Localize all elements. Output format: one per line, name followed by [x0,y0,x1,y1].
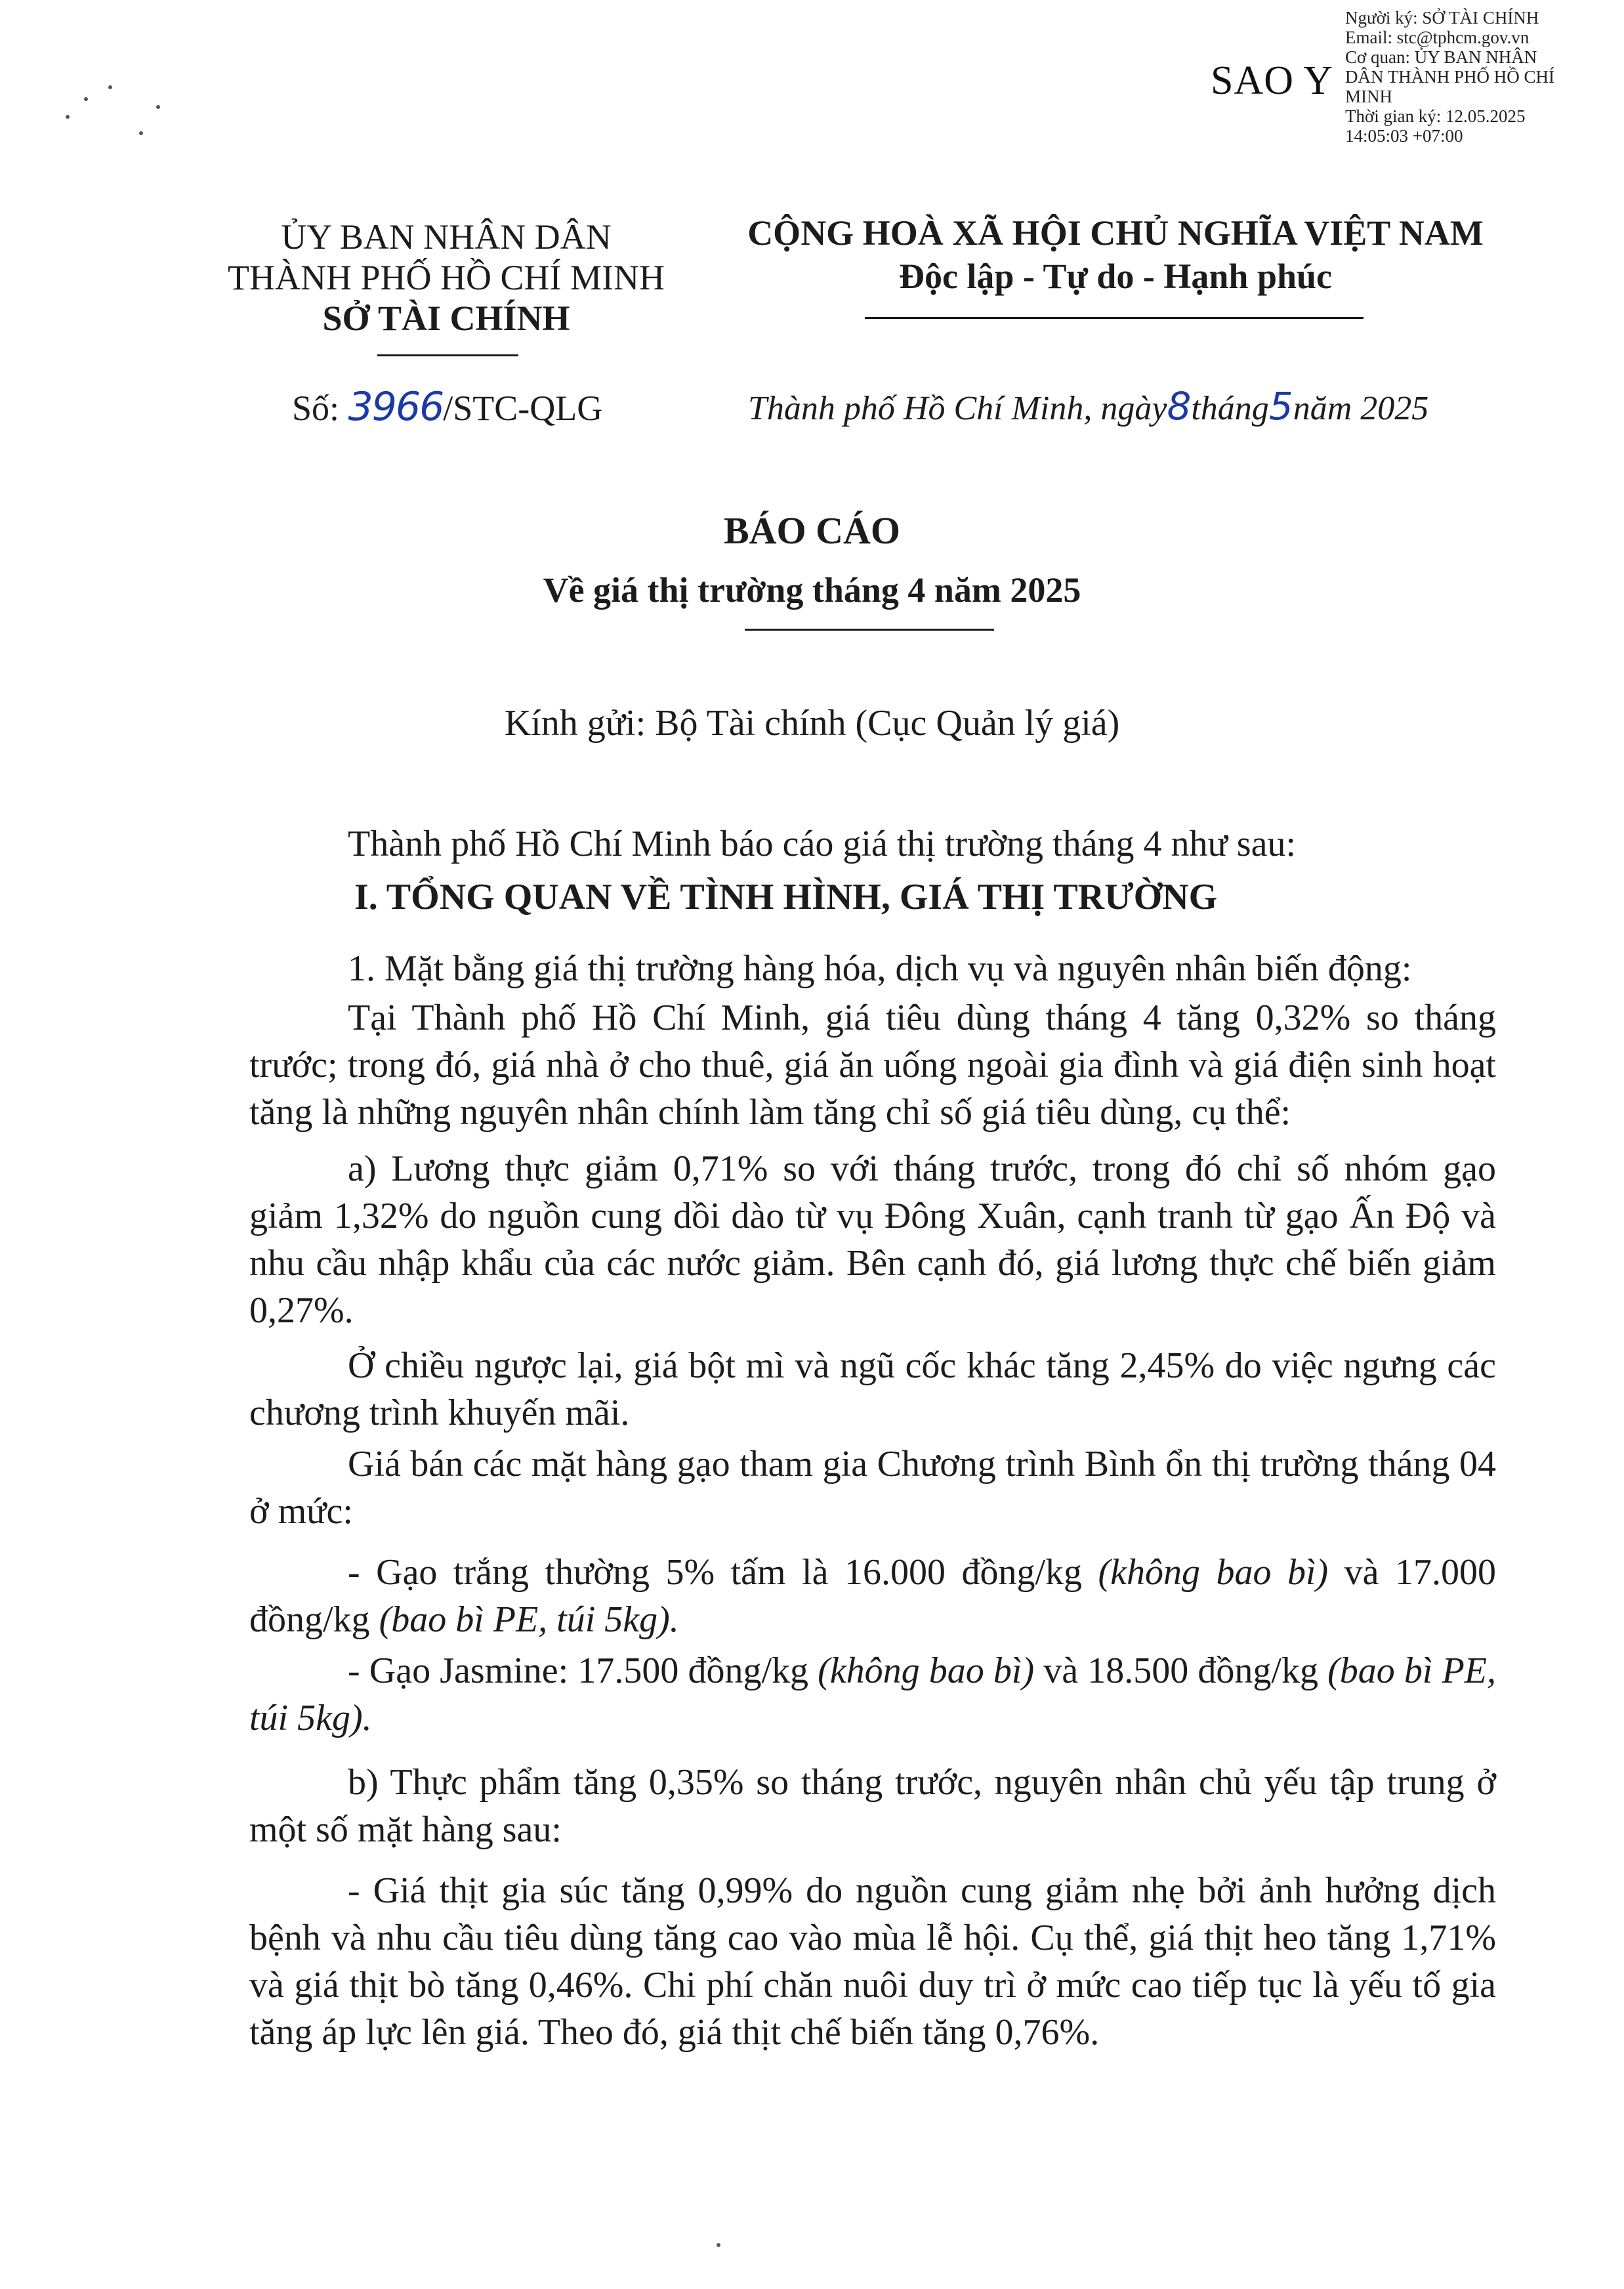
copy-stamp: SAO Y [1211,58,1334,103]
date-mid: tháng [1191,390,1269,427]
paragraph-livestock-meat: - Giá thịt gia súc tăng 0,99% do nguồn cung giảm nhẹ bởi ảnh hưởng dịch bệnh và nhu cầu tiêu dùng tăng cao vào mùa lễ hội. Cụ thể, giá thịt heo tăng 1,71% và giá thịt bò tăng 0,46%. Chi phí chăn nuôi duy trì ở mức cao tiếp tục là yếu tố gia tăng áp lực lên giá. Theo đó, giá thịt chế biến tăng 0,76%. [249,1870,1496,2053]
rice-jasmine-packaging-1: (không bao bì) [818,1650,1035,1691]
motto: Độc lập - Tự do - Hạnh phúc [898,257,1333,296]
agency-line-2: THÀNH PHỐ HỒ CHÍ MINH [228,258,665,297]
sign-time-line: Thời gian ký: 12.05.2025 [1345,106,1526,126]
motto-underline [865,317,1364,319]
doc-number-suffix: /STC-QLG [443,388,603,428]
sign-time-line: 14:05:03 +07:00 [1345,126,1463,146]
recipient-line: Kính gửi: Bộ Tài chính (Cục Quản lý giá) [504,703,1120,744]
rice-white-price-2: và 17.000 đồng/kg [249,1552,1496,1640]
rice-jasmine-price: - Gạo Jasmine: 17.500 đồng/kg [348,1650,818,1691]
date-suffix: năm 2025 [1293,390,1429,427]
paragraph-flour: Ở chiều ngược lại, giá bột mì và ngũ cốc khác tăng 2,45% do việc ngưng các chương trình khuyến mãi. [249,1345,1496,1433]
agency-line: DÂN THÀNH PHỐ HỒ CHÍ [1345,67,1555,87]
date-month-handwritten: 5 [1268,384,1293,429]
scan-speck [139,131,143,135]
rice-white-price: - Gạo trắng thường 5% tấm là 16.000 đồng/kg [348,1552,1098,1593]
scan-speck [108,85,112,89]
intro-paragraph: Thành phố Hồ Chí Minh báo cáo giá thị trường tháng 4 như sau: [348,824,1297,864]
agency-line: MINH [1345,87,1392,106]
rice-price-white [249,1549,1496,1643]
date-day-handwritten: 8 [1167,384,1192,429]
paragraph-overview: Tại Thành phố Hồ Chí Minh, giá tiêu dùng tháng 4 tăng 0,32% so tháng trước; trong đó, giá nhà ở cho thuê, giá ăn uống ngoài gia đình và giá điện sinh hoạt tăng là những nguyên nhân chính làm tăng chỉ số giá tiêu dùng, cụ thể: [249,998,1496,1133]
agency-line-1: ỦY BAN NHÂN DÂN [281,217,612,257]
rice-price-jasmine [249,1647,1496,1742]
section-heading: I. TỔNG QUAN VỀ TÌNH HÌNH, GIÁ THỊ TRƯỜNG [354,877,1218,917]
agency-line: Cơ quan: ỦY BAN NHÂN [1345,47,1537,67]
scan-speck [66,115,70,119]
digital-signature-info [1345,8,1608,146]
agency-underline [377,354,518,356]
date-prefix: Thành phố Hồ Chí Minh, ngày [748,390,1167,427]
paragraph-foodstuff: b) Thực phẩm tăng 0,35% so tháng trước, nguyên nhân chủ yếu tập trung ở một số mặt hàng sau: [249,1762,1496,1850]
rice-jasmine-packaging-2: (bao bì PE, túi 5kg). [249,1650,1496,1738]
document-number [292,384,602,430]
date-line [748,384,1428,429]
document-subtitle: Về giá thị trường tháng 4 năm 2025 [543,570,1081,610]
item-heading: 1. Mặt bằng giá thị trường hàng hóa, dịch vụ và nguyên nhân biến động: [348,948,1412,989]
rice-white-packaging-1: (không bao bì) [1098,1552,1329,1593]
scan-speck [717,2243,720,2247]
paragraph-rice-program: Giá bán các mặt hàng gạo tham gia Chương trình Bình ổn thị trường tháng 04 ở mức: [249,1444,1496,1532]
email-line: Email: stc@tphcm.gov.vn [1345,28,1530,47]
doc-number-handwritten: 3966 [348,384,444,430]
scan-speck [84,97,88,101]
rice-jasmine-price-2: và 18.500 đồng/kg [1034,1650,1328,1691]
country-name: CỘNG HOÀ XÃ HỘI CHỦ NGHĨA VIỆT NAM [747,213,1484,253]
signer-line: Người ký: SỞ TÀI CHÍNH [1345,8,1539,28]
subtitle-underline [745,629,994,631]
agency-line-3: SỞ TÀI CHÍNH [322,299,570,338]
rice-white-packaging-2: (bao bì PE, túi 5kg). [379,1599,679,1640]
scan-speck [156,105,160,109]
doc-number-prefix: Số: [292,388,348,428]
document-title: BÁO CÁO [723,509,901,552]
national-motto-block [709,211,1522,298]
paragraph-food-grains: a) Lương thực giảm 0,71% so với tháng trước, trong đó chỉ số nhóm gạo giảm 1,32% do nguồn cung dồi dào từ vụ Đông Xuân, cạnh tranh từ gạo Ấn Độ và nhu cầu nhập khẩu của các nước giảm. Bên cạnh đó, giá lương thực chế biến giảm 0,27%. [249,1148,1496,1331]
issuing-agency-block [217,217,676,339]
